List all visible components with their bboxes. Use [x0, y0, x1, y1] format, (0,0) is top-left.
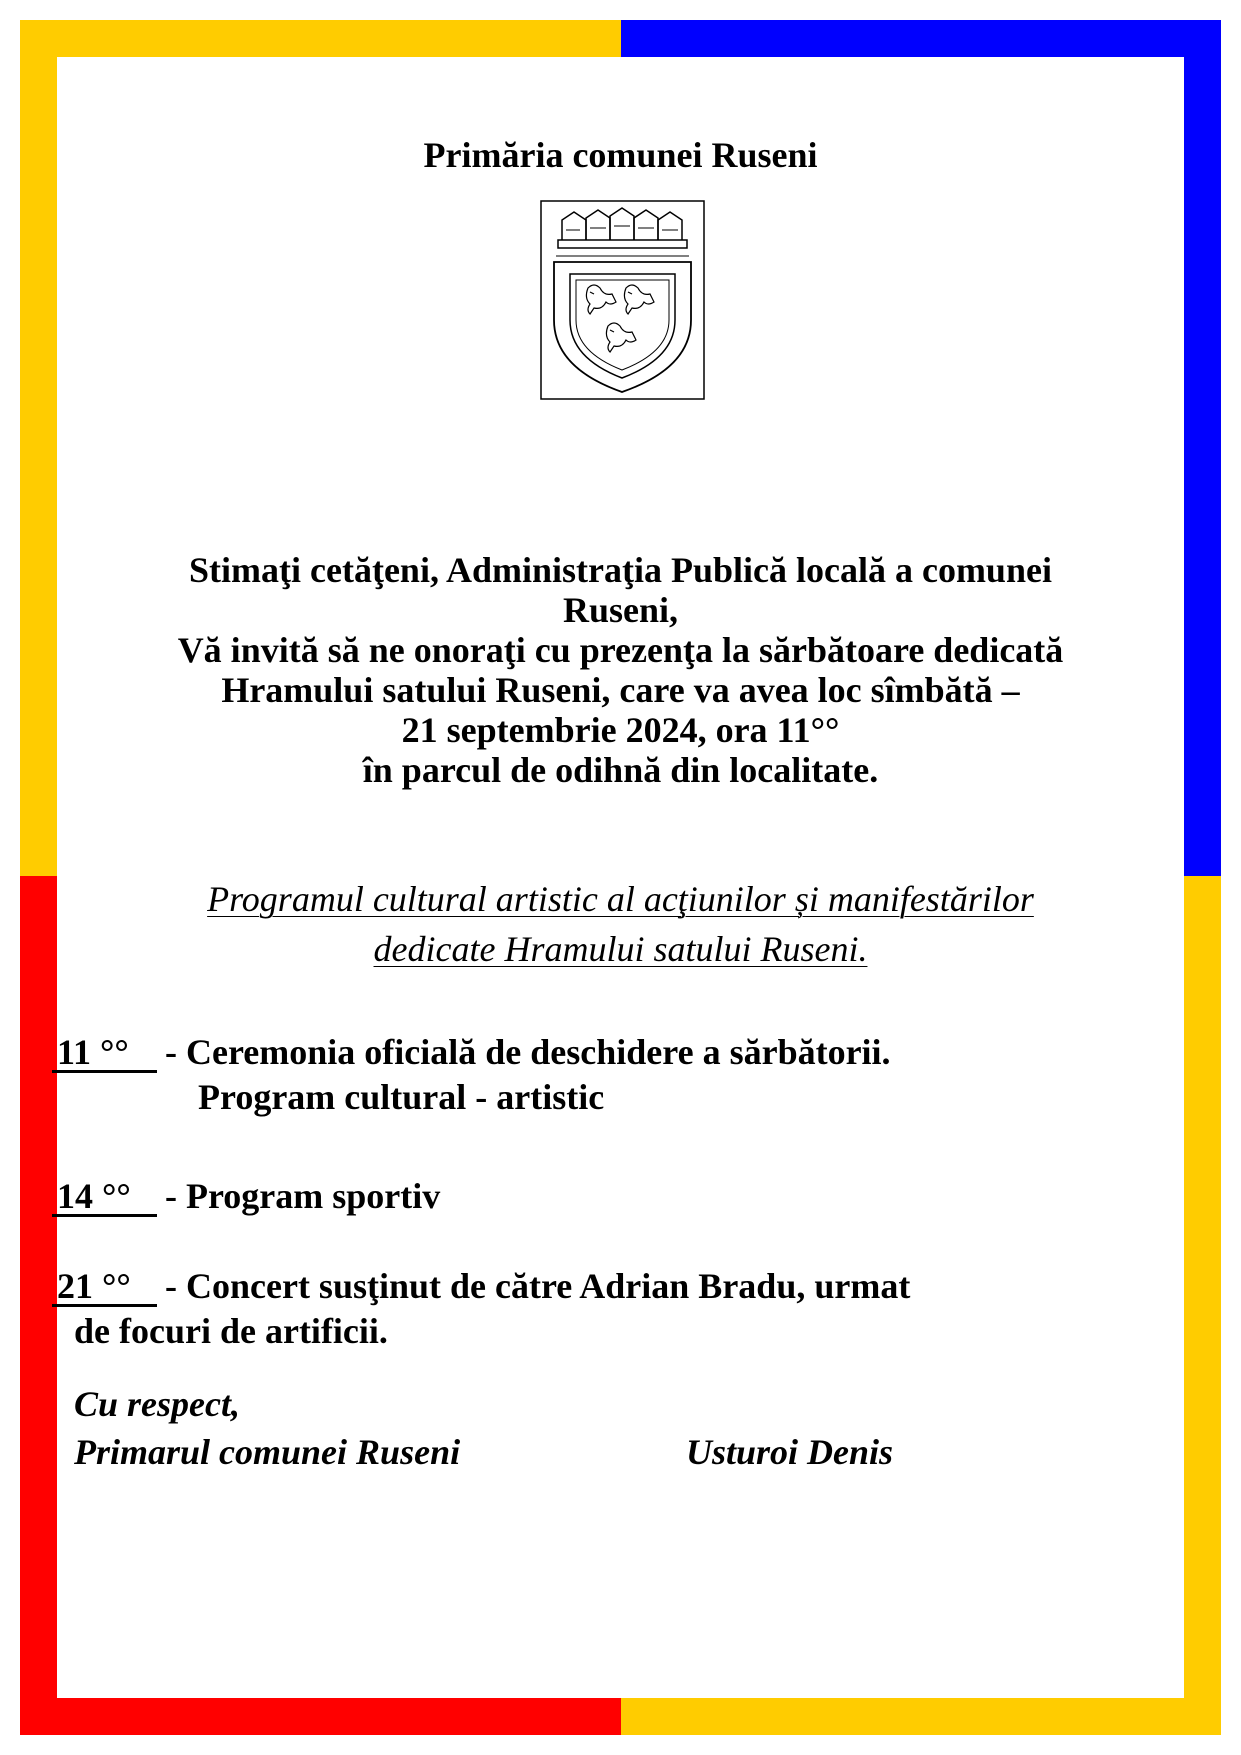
frame-bottom-right — [621, 1698, 1221, 1735]
frame-bottom-left — [20, 1698, 621, 1735]
intro-line: 21 septembrie 2024, ora 11°° — [401, 710, 840, 750]
frame-right-bottom — [1184, 876, 1221, 1735]
event-continuation: de focuri de artificii. — [74, 1311, 388, 1351]
program-heading — [110, 874, 1131, 974]
event-item — [52, 1030, 891, 1120]
program-heading-line-wrap — [110, 924, 1131, 974]
event-continuation: Program cultural - artistic — [198, 1077, 605, 1117]
closing-block — [74, 1380, 460, 1476]
event-item — [52, 1264, 910, 1354]
intro-line: Vă invită să ne onoraţi cu prezenţa la sărbătoare dedicată — [177, 630, 1064, 670]
mayor-name: Usturoi Denis — [686, 1432, 894, 1472]
event-text: - Ceremonia oficială de deschidere a sărbătorii. — [165, 1032, 891, 1072]
intro-line: Stimaţi cetăţeni, Administraţia Publică locală a comunei — [189, 550, 1052, 590]
program-heading-line: Programul cultural artistic al acţiunilor și manifestărilor — [207, 879, 1034, 919]
event-time: 14 °° — [52, 1178, 157, 1217]
intro-line: în parcul de odihnă din localitate. — [362, 750, 879, 790]
program-heading-line-wrap — [110, 874, 1131, 924]
event-time: 11 °° — [52, 1034, 157, 1073]
intro-line: Ruseni, — [562, 590, 679, 630]
event-time: 21 °° — [52, 1268, 157, 1307]
event-item — [52, 1174, 440, 1219]
page-title: Primăria comunei Ruseni — [423, 135, 818, 175]
program-heading-line: dedicate Hramului satului Ruseni. — [373, 929, 868, 969]
coat-of-arms-icon — [540, 200, 705, 400]
frame-top-left — [20, 20, 621, 57]
frame-top-right — [621, 20, 1221, 57]
mayor-role: Primarul comunei Ruseni — [74, 1432, 461, 1472]
event-text: - Concert susţinut de către Adrian Bradu, urmat — [165, 1266, 911, 1306]
invitation-text — [110, 550, 1131, 790]
intro-line: Hramului satului Ruseni, care va avea loc sîmbătă – — [221, 670, 1020, 710]
event-text: - Program sportiv — [165, 1176, 441, 1216]
closing-greeting: Cu respect, — [74, 1384, 240, 1424]
